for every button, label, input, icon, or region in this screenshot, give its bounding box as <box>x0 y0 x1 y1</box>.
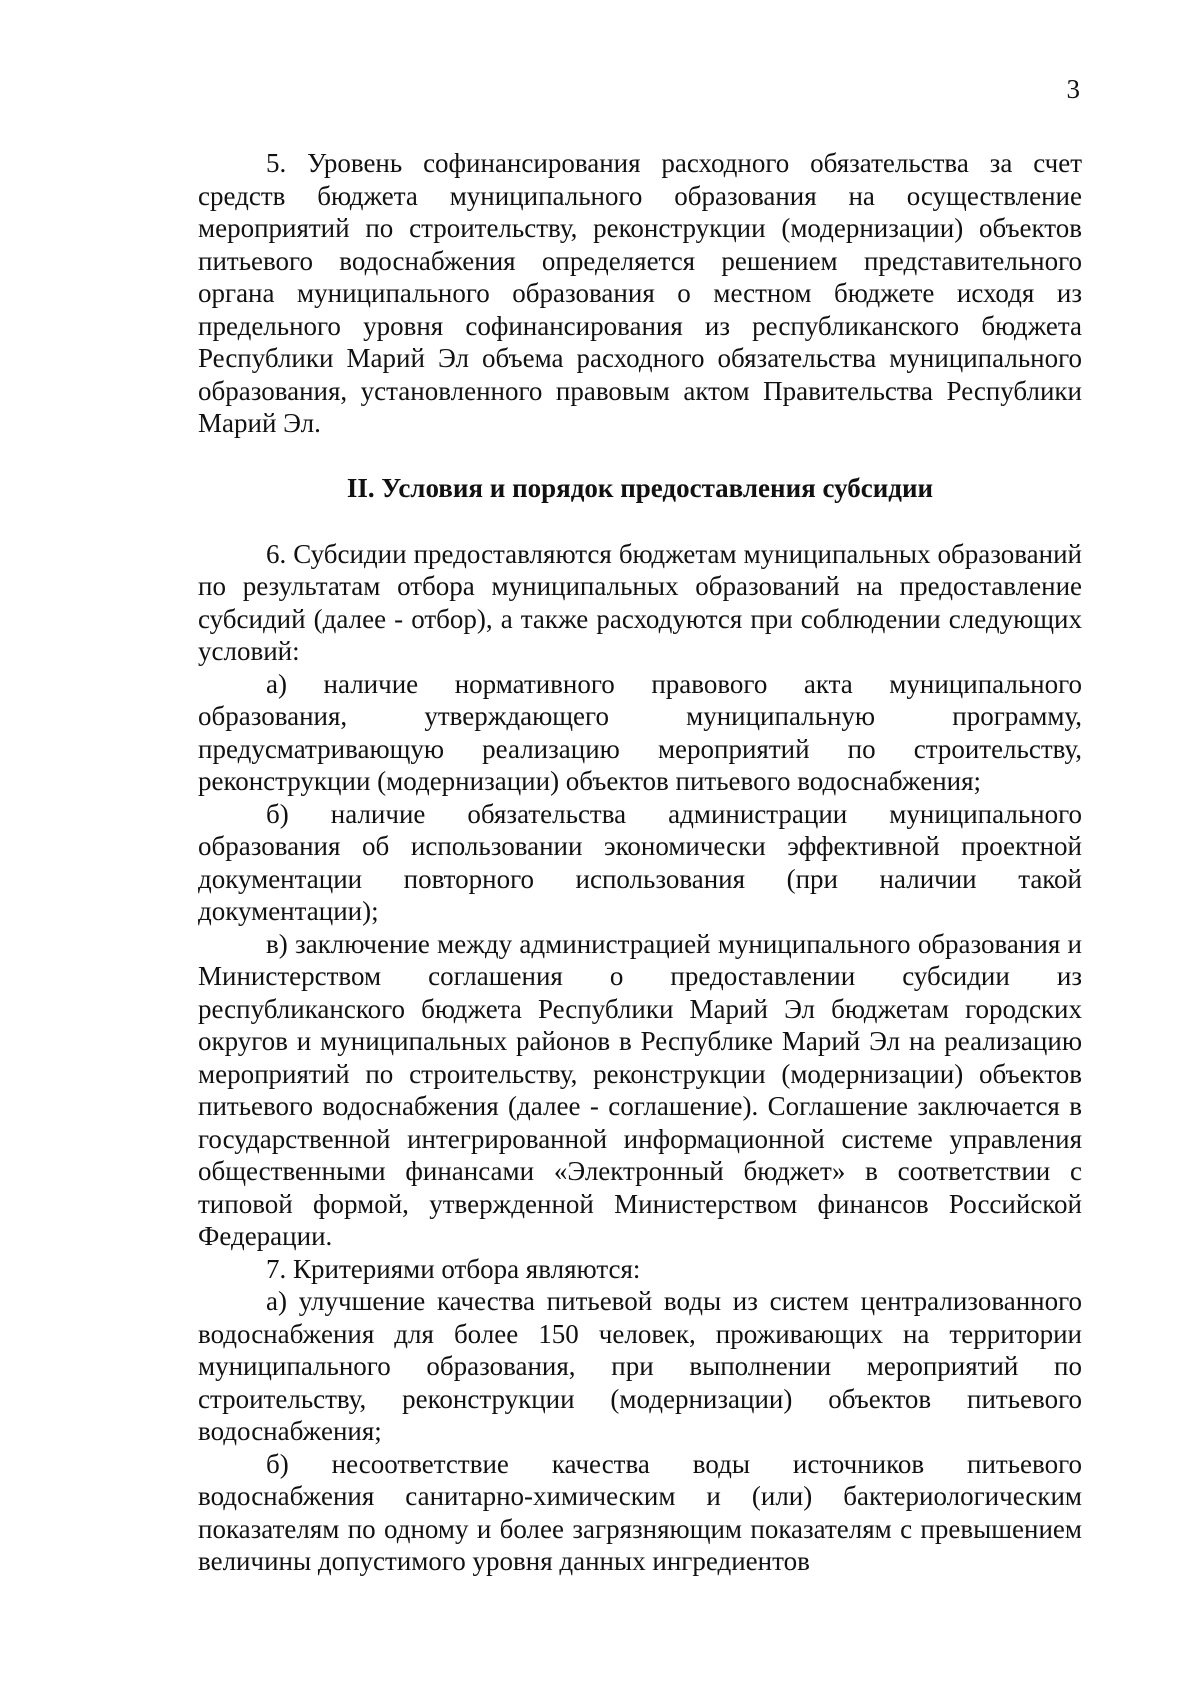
paragraph-6b: б) наличие обязательства администрации муниципального образования об использовании экономически эффективной проектной документации повторного использования (при наличии такой документации); <box>198 798 1082 926</box>
paragraph-7a: а) улучшение качества питьевой воды из систем централизованного водоснабжения для более 150 человек, проживающих на территории муниципального образования, при выполнении мероприятий по строительству, реконструкции (модернизации) объектов питьевого водоснабжения; <box>198 1286 1082 1446</box>
section-heading: II. Условия и порядок предоставления субсидии <box>346 472 934 503</box>
paragraph-5: 5. Уровень софинансирования расходного обязательства за счет средств бюджета муниципального образования на осуществление мероприятий по строительству, реконструкции (модернизации) объектов питьевого водоснабжения определяется решением представительного органа муниципального образования о местном бюджете исходя из предельного уровня софинансирования из республиканского бюджета Республики Марий Эл объема расходного обязательства муниципального образования, установленного правовым актом Правительства Республики Марий Эл. <box>198 148 1082 438</box>
document-body <box>198 147 1082 1578</box>
paragraph-7: 7. Критериями отбора являются: <box>266 1253 641 1284</box>
paragraph-6a: а) наличие нормативного правового акта муниципального образования, утверждающего муниципальную программу, предусматривающую реализацию мероприятий по строительству, реконструкции (модернизации) объектов питьевого водоснабжения; <box>198 668 1082 796</box>
paragraph-6v: в) заключение между администрацией муниципального образования и Министерством соглашения о предоставлении субсидии из республиканского бюджета Республики Марий Эл бюджетам городских округов и муниципальных районов в Республике Марий Эл на реализацию мероприятий по строительству, реконструкции (модернизации) объектов питьевого водоснабжения (далее - соглашение). Соглашение заключается в государственной интегрированной информационной системе управления общественными финансами «Электронный бюджет» в соответствии с типовой формой, утвержденной Министерством финансов Российской Федерации. <box>198 928 1082 1251</box>
paragraph-6: 6. Субсидии предоставляются бюджетам муниципальных образований по результатам отбора муниципальных образований на предоставление субсидий (далее - отбор), а также расходуются при соблюдении следующих условий: <box>198 538 1082 666</box>
page-number: 3 <box>1066 74 1080 104</box>
paragraph-7b: б) несоответствие качества воды источников питьевого водоснабжения санитарно-химическим и (или) бактериологическим показателям по одному и более загрязняющим показателям с превышением величины допустимого уровня данных ингредиентов <box>198 1448 1082 1576</box>
